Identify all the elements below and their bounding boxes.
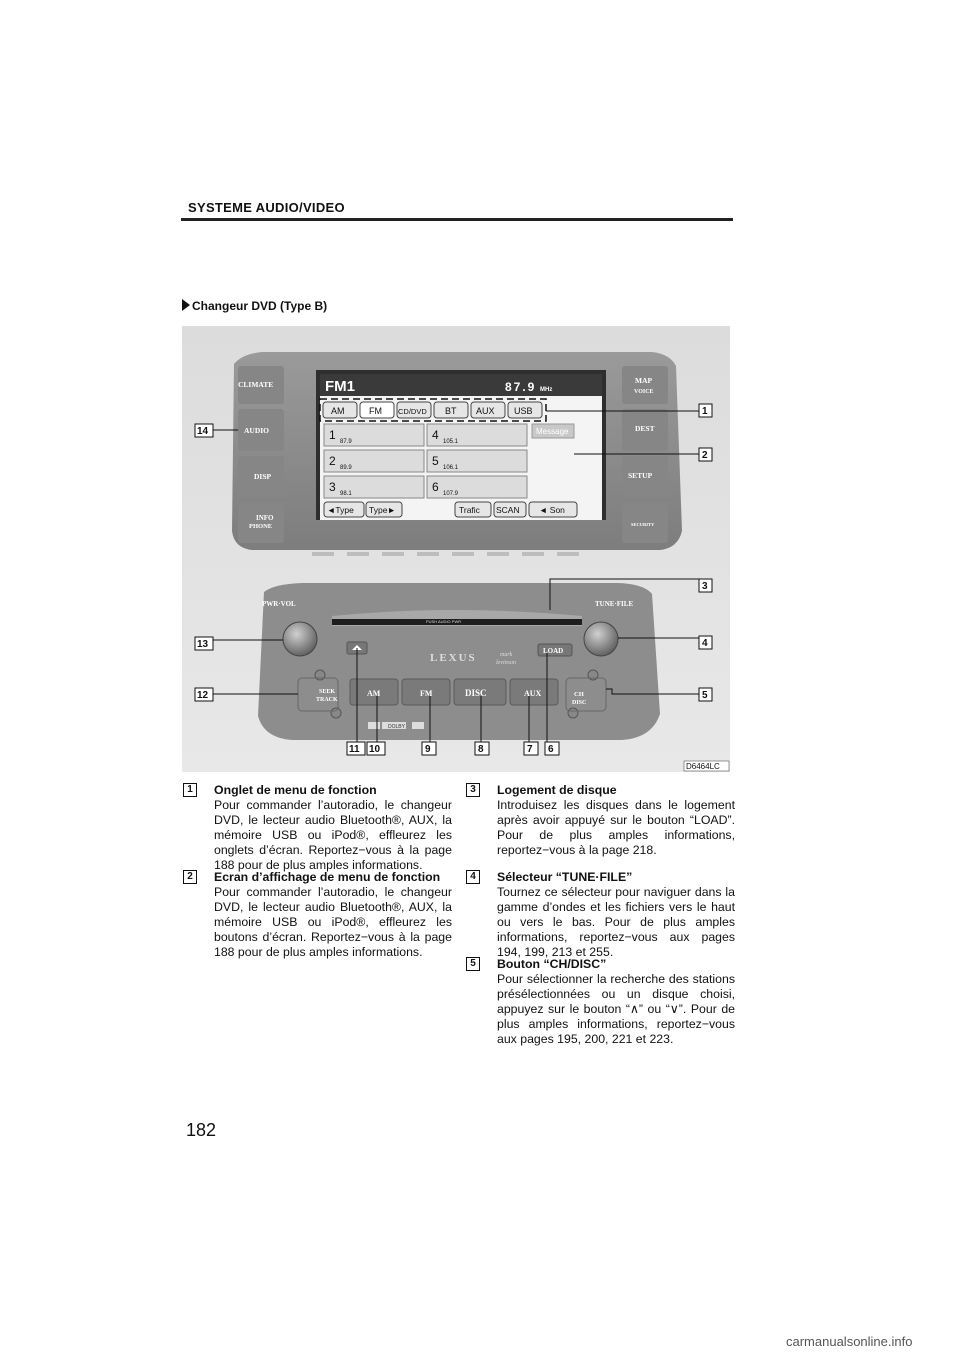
tab-am: AM — [331, 406, 345, 416]
item-title-2: Ecran d’affichage de menu de fonction — [214, 870, 441, 884]
item-title-4: Sélecteur “TUNE·FILE” — [497, 870, 633, 884]
item-number-3: 3 — [466, 783, 480, 797]
tab-aux: AUX — [476, 406, 495, 416]
btn-trafic: Trafic — [459, 505, 480, 515]
tab-usb: USB — [514, 406, 533, 416]
tab-cd-dvd: CD/DVD — [398, 407, 427, 416]
item-2 — [187, 870, 452, 960]
preset-6-freq: 107.9 — [443, 491, 459, 497]
label-ch: CH — [574, 691, 584, 698]
seek-down — [331, 708, 341, 718]
item-title-1: Onglet de menu de fonction — [214, 783, 377, 797]
callout-1: 1 — [702, 406, 708, 417]
btn-type-prev: ◄Type — [327, 505, 354, 515]
btn-dest: DEST — [635, 424, 655, 433]
figure-code: D6464LC — [686, 762, 720, 771]
callout-6: 6 — [548, 744, 554, 755]
preset-5-freq: 106.1 — [443, 465, 459, 471]
preset-3-freq: 98.1 — [340, 491, 352, 497]
callout-12: 12 — [197, 690, 209, 701]
callout-2: 2 — [702, 450, 708, 461]
btn-scan: SCAN — [496, 505, 520, 515]
btn-setup: SETUP — [628, 471, 653, 480]
item-4 — [470, 870, 735, 960]
label-tune-file: TUNE·FILE — [595, 600, 634, 608]
item-number-4: 4 — [466, 870, 480, 884]
label-pwr-vol: PWR·VOL — [262, 600, 296, 608]
preset-2-freq: 89.9 — [340, 465, 352, 471]
mode-buttons — [350, 679, 558, 705]
tab-bt: BT — [445, 406, 457, 416]
preset-5-num: 5 — [432, 454, 439, 468]
btn-fm: FM — [420, 689, 433, 698]
brand-levinson: levinson — [496, 660, 516, 666]
figure-dvd-changer — [182, 326, 730, 772]
preset-4-num: 4 — [432, 428, 439, 442]
callout-13: 13 — [197, 639, 209, 650]
disc-slot-label: PUSH AUDIO PWR — [426, 619, 462, 624]
ch-disc-down — [568, 708, 578, 718]
item-title-5: Bouton “CH/DISC” — [497, 957, 607, 971]
callout-3: 3 — [702, 581, 708, 592]
tune-file-knob — [584, 622, 618, 656]
item-body-3: Introduisez les disques dans le logement après avoir appuyé sur le bouton “LOAD”. Pour de plus amples informations, reportez−vous à la page 218. — [497, 798, 735, 857]
item-title-3: Logement de disque — [497, 783, 617, 797]
section-title — [182, 299, 327, 313]
btn-type-next: Type► — [369, 505, 396, 515]
btn-audio: AUDIO — [244, 426, 270, 435]
btn-phone: PHONE — [249, 523, 273, 530]
preset-4-freq: 105.1 — [443, 439, 459, 445]
item-number-1: 1 — [183, 783, 197, 797]
tab-fm: FM — [369, 406, 382, 416]
screen-band: FM1 — [325, 378, 355, 395]
watermark: carmanualsonline.info — [786, 1334, 913, 1349]
btn-map: MAP — [635, 376, 653, 385]
item-body-5: Pour sélectionner la recherche des stations présélectionnées ou un disque choisi, appuyez sur le bouton “∧” ou “∨”. Pour de plus amples informations, reportez−vous aux pages 195, 200, 221 et 223. — [497, 972, 735, 1046]
label-track: TRACK — [316, 697, 338, 703]
label-seek: SEEK — [319, 689, 336, 695]
btn-climate: CLIMATE — [238, 380, 274, 389]
preset-2-num: 2 — [329, 454, 336, 468]
page-header: SYSTEME AUDIO/VIDEO — [188, 200, 345, 215]
item-3 — [470, 783, 735, 858]
btn-am: AM — [367, 689, 381, 698]
pwr-vol-knob — [283, 622, 317, 656]
btn-voice: VOICE — [634, 389, 654, 395]
item-body-2: Pour commander l’autoradio, le changeur DVD, le lecteur audio Bluetooth®, AUX, la mémoire USB ou iPod®, effleurez les boutons d’écran. Reportez−vous à la page 188 pour de plus amples informations. — [214, 885, 452, 959]
callout-4: 4 — [702, 638, 708, 649]
btn-load: LOAD — [543, 647, 564, 655]
item-body-4: Tournez ce sélecteur pour naviguer dans la gamme d’ondes et les fichiers vers le haut ou vers le bas. Pour de plus amples informations, reportez−vous aux pages 194, 199, 213 et 255. — [497, 885, 735, 959]
dolby-label: DOLBY — [388, 724, 405, 730]
callout-5: 5 — [702, 690, 708, 701]
btn-disc: DISC — [465, 688, 487, 698]
btn-info: INFO — [256, 514, 274, 522]
page-number: 182 — [186, 1120, 217, 1140]
btn-son: ◄ Son — [539, 505, 565, 515]
item-5 — [470, 957, 735, 1047]
preset-3-num: 3 — [329, 480, 336, 494]
screen-message: Message — [536, 427, 569, 436]
brand-mark: mark — [500, 652, 513, 658]
preset-1-num: 1 — [329, 428, 336, 442]
callout-14: 14 — [197, 426, 209, 437]
section-title-text: Changeur DVD (Type B) — [192, 299, 328, 313]
preset-1-freq: 87.9 — [340, 439, 352, 445]
label-disc: DISC — [572, 700, 587, 706]
triangle-bullet-icon — [182, 299, 190, 311]
screen-frequency: 87.9 — [505, 380, 537, 394]
brand-lexus: LEXUS — [430, 652, 477, 664]
item-number-5: 5 — [466, 957, 480, 971]
callout-8: 8 — [478, 744, 484, 755]
item-1 — [187, 783, 452, 873]
btn-aux: AUX — [524, 689, 542, 698]
item-body-1: Pour commander l’autoradio, le changeur DVD, le lecteur audio Bluetooth®, AUX, la mémoire USB ou iPod®, effleurez les onglets d’écran. Reportez−vous à la page 188 pour de plus amples informations. — [214, 798, 452, 872]
btn-security: SECURITY — [631, 522, 655, 527]
item-number-2: 2 — [183, 870, 197, 884]
preset-6-num: 6 — [432, 480, 439, 494]
callout-7: 7 — [527, 744, 533, 755]
screen-frequency-unit: MHz — [540, 387, 553, 393]
btn-disp: DISP — [254, 472, 272, 481]
header-rule — [181, 218, 733, 221]
callout-11: 11 — [349, 744, 360, 755]
callout-10: 10 — [369, 744, 381, 755]
callout-9: 9 — [425, 744, 431, 755]
